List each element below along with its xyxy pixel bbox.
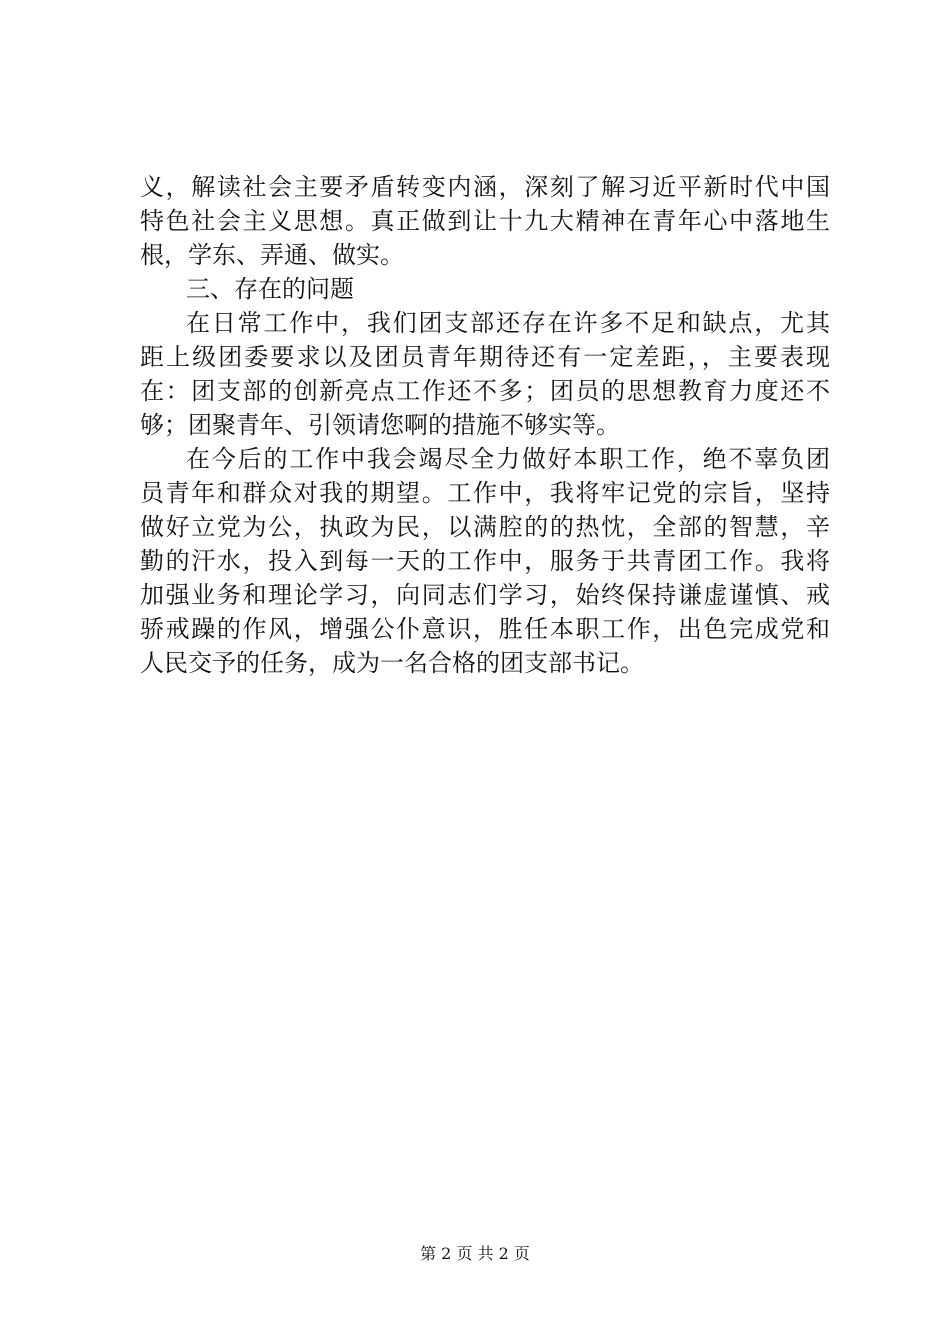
body-line: 做好立党为公，执政为民，以满腔的的热忱，全部的智慧，辛	[140, 513, 830, 541]
section-heading: 三、存在的问题	[186, 275, 354, 303]
body-line: 特色社会主义思想。真正做到让十九大精神在青年心中落地生	[140, 207, 830, 235]
body-line: 在：团支部的创新亮点工作还不多；团员的思想教育力度还不	[140, 377, 830, 405]
body-line: 勤的汗水，投入到每一天的工作中，服务于共青团工作。我将	[140, 547, 830, 575]
body-line: 够；团聚青年、引领请您啊的措施不够实等。	[140, 411, 620, 439]
body-line: 加强业务和理论学习，向同志们学习，始终保持谦虚谨慎、戒	[140, 581, 830, 609]
body-line: 距上级团委要求以及团员青年期待还有一定差距，，主要表现	[140, 343, 830, 371]
body-line: 骄戒躁的作风，增强公仆意识，胜任本职工作，出色完成党和	[140, 615, 830, 643]
body-line: 人民交予的任务，成为一名合格的团支部书记。	[140, 649, 644, 677]
body-line: 员青年和群众对我的期望。工作中，我将牢记党的宗旨，坚持	[140, 479, 830, 507]
document-body	[140, 170, 830, 680]
body-line: 义，解读社会主要矛盾转变内涵，深刻了解习近平新时代中国	[140, 173, 830, 201]
body-line: 在日常工作中，我们团支部还存在许多不足和缺点，尤其	[186, 309, 830, 337]
body-line: 根，学东、弄通、做实。	[140, 241, 404, 269]
body-line: 在今后的工作中我会竭尽全力做好本职工作，绝不辜负团	[186, 445, 830, 473]
page-footer: 第 2 页 共 2 页	[420, 1244, 530, 1263]
